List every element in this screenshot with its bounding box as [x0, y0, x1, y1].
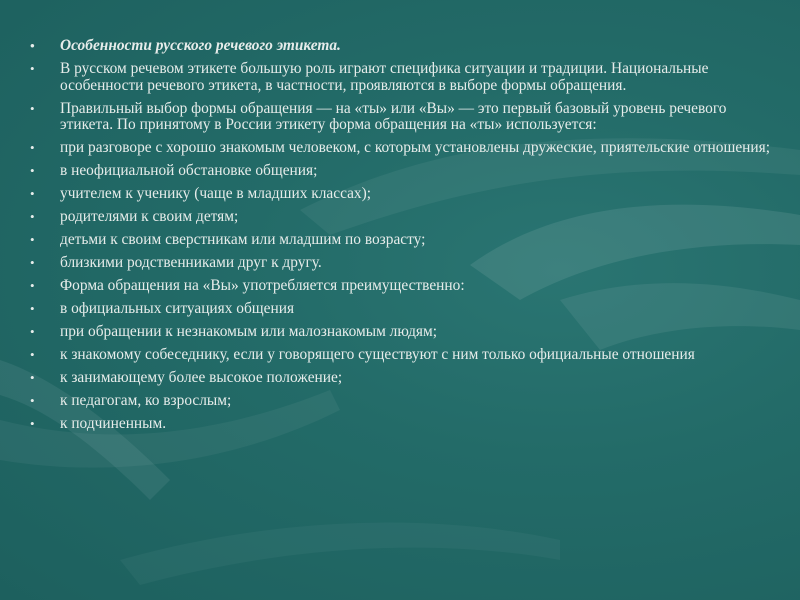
bullet-icon: • — [30, 324, 35, 339]
bullet-text: при разговоре с хорошо знакомым человеком, с которым установлены дружеские, приятельские отношения; — [60, 139, 770, 156]
bullet-icon: • — [30, 186, 35, 201]
bullet-icon: • — [30, 278, 35, 293]
list-item — [30, 140, 778, 157]
bullet-icon: • — [30, 100, 35, 116]
bullet-icon: • — [30, 370, 35, 385]
list-item — [30, 209, 778, 226]
list-item — [30, 416, 778, 433]
bullet-text: родителями к своим детям; — [60, 208, 239, 225]
bullet-icon: • — [30, 301, 35, 316]
bullet-list — [30, 38, 778, 433]
list-item — [30, 101, 778, 134]
bullet-icon: • — [30, 255, 35, 270]
bullet-text: к занимающему более высокое положение; — [60, 369, 343, 386]
list-item — [30, 232, 778, 249]
bullet-text: к подчиненным. — [60, 415, 167, 432]
bullet-text: к педагогам, ко взрослым; — [60, 392, 232, 409]
bullet-text: в официальных ситуациях общения — [60, 300, 295, 317]
swoosh-shape — [120, 523, 560, 585]
bullet-icon: • — [30, 347, 35, 362]
bullet-text: Форма обращения на «Вы» употребляется преимущественно: — [60, 277, 465, 294]
slide-heading — [30, 38, 778, 55]
list-item — [30, 186, 778, 203]
list-item — [30, 255, 778, 272]
slide-content — [30, 38, 778, 439]
list-item — [30, 278, 778, 295]
bullet-icon: • — [30, 61, 35, 76]
bullet-text: детьми к своим сверстникам или младшим по возрасту; — [60, 231, 426, 248]
bullet-text: при обращении к незнакомым или малознакомым людям; — [60, 323, 438, 340]
bullet-icon: • — [30, 232, 35, 247]
bullet-icon: • — [30, 393, 35, 408]
bullet-icon: • — [30, 416, 35, 431]
list-item — [30, 347, 778, 364]
bullet-text: в неофициальной обстановке общения; — [60, 162, 318, 179]
bullet-icon: • — [30, 209, 35, 224]
bullet-icon: • — [30, 140, 35, 155]
list-item — [30, 324, 778, 341]
list-item — [30, 393, 778, 410]
bullet-text: В русском речевом этикете большую роль играют специфика ситуации и традиции. Национальные особенности речевого этикета, в частности, проявляются в выборе формы обращения. — [60, 60, 709, 94]
list-item — [30, 301, 778, 318]
bullet-text: Правильный выбор формы обращения — на «ты» или «Вы» — это первый базовый уровень речевого этикета. По принятому в России этикету форма обращения на «ты» используется: — [60, 99, 727, 133]
list-item — [30, 163, 778, 180]
bullet-text: Особенности русского речевого этикета. — [60, 37, 341, 54]
bullet-text: учителем к ученику (чаще в младших классах); — [60, 185, 372, 202]
bullet-text: близкими родственниками друг к другу. — [60, 254, 322, 271]
bullet-text: к знакомому собеседнику, если у говорящего существуют с ним только официальные отношения — [60, 346, 695, 363]
bullet-icon: • — [30, 163, 35, 178]
list-item — [30, 61, 778, 94]
list-item — [30, 370, 778, 387]
bullet-icon: • — [30, 38, 35, 53]
